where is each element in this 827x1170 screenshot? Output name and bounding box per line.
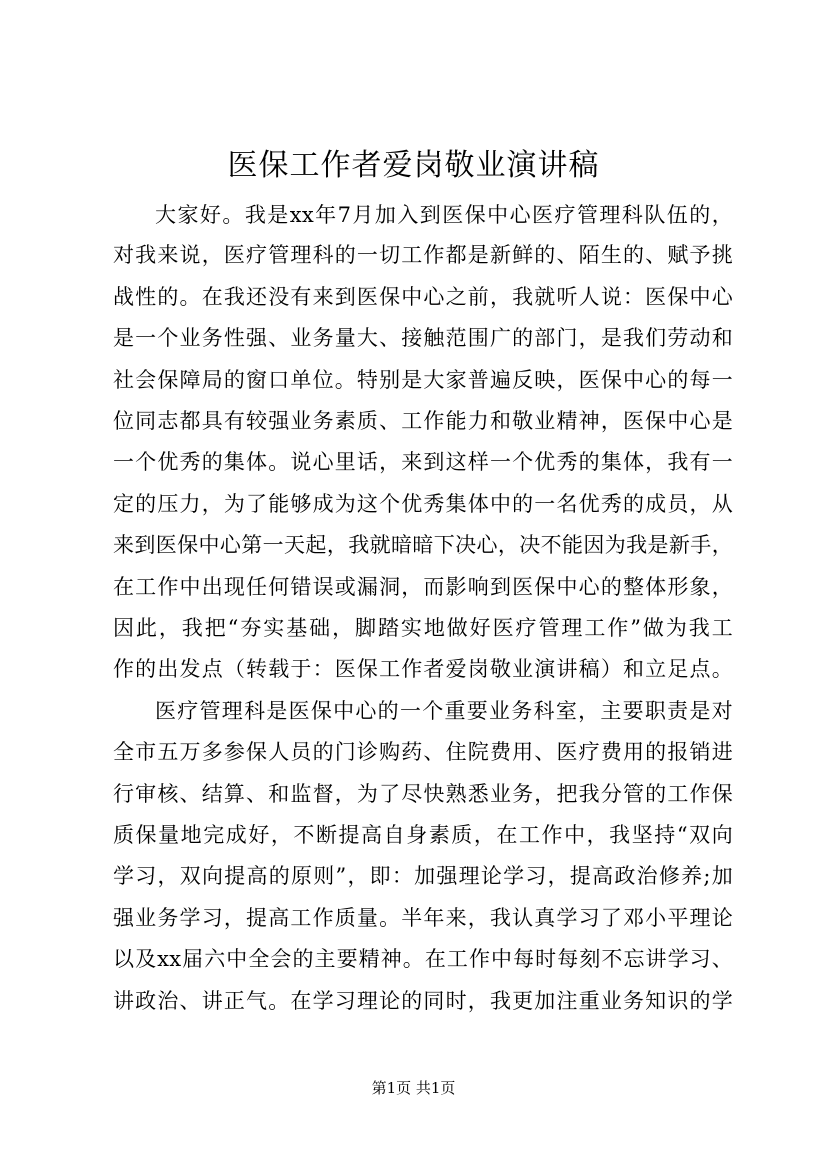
paragraph-2-line-7: 以及xx届六中全会的主要精神。在工作中每时每刻不忘讲学习、 (113, 947, 733, 971)
paragraph-2-line-1: 医疗管理科是医保中心的一个重要业务科室，主要职责是对 (155, 699, 733, 723)
paragraph-2-line-3: 行审核、结算、和监督，为了尽快熟悉业务，把我分管的工作保 (113, 782, 733, 806)
paragraph-1-line-5: 社会保障局的窗口单位。特别是大家普遍反映，医保中心的每一 (113, 368, 733, 392)
paragraph-1-line-1: 大家好。我是xx年7月加入到医保中心医疗管理科队伍的， (155, 203, 733, 227)
paragraph-1-line-3: 战性的。在我还没有来到医保中心之前，我就听人说：医保中心 (113, 285, 733, 309)
paragraph-1-line-12: 作的出发点（转载于：医保工作者爱岗敬业演讲稿）和立足点。 (113, 657, 733, 681)
paragraph-2-line-2: 全市五万多参保人员的门诊购药、住院费用、医疗费用的报销进 (113, 740, 733, 764)
document-title: 医保工作者爱岗敬业演讲稿 (227, 148, 600, 183)
paragraph-1-line-10: 在工作中出现任何错误或漏洞，而影响到医保中心的整体形象， (113, 575, 733, 599)
paragraph-1-line-9: 来到医保中心第一天起，我就暗暗下决心，决不能因为我是新手， (113, 533, 733, 557)
paragraph-1-line-11: 因此，我把“夯实基础，脚踏实地做好医疗管理工作”做为我工 (113, 616, 733, 640)
paragraph-2-line-6: 强业务学习，提高工作质量。半年来，我认真学习了邓小平理论 (113, 906, 733, 930)
paragraph-1-line-4: 是一个业务性强、业务量大、接触范围广的部门，是我们劳动和 (113, 326, 733, 350)
paragraph-2-line-8: 讲政治、讲正气。在学习理论的同时，我更加注重业务知识的学 (113, 989, 733, 1013)
paragraph-1-line-6: 位同志都具有较强业务素质、工作能力和敬业精神，医保中心是 (113, 409, 733, 433)
paragraph-1-line-7: 一个优秀的集体。说心里话，来到这样一个优秀的集体，我有一 (113, 450, 733, 474)
paragraph-1-line-8: 定的压力，为了能够成为这个优秀集体中的一名优秀的成员，从 (113, 492, 733, 516)
paragraph-1-line-2: 对我来说，医疗管理科的一切工作都是新鲜的、陌生的、赋予挑 (113, 243, 733, 267)
paragraph-2-line-4: 质保量地完成好，不断提高自身素质，在工作中，我坚持“双向 (113, 823, 733, 847)
page-number-footer: 第1页 共1页 (371, 1079, 456, 1097)
paragraph-2-line-5: 学习，双向提高的原则”，即：加强理论学习，提高政治修养;加 (113, 864, 733, 888)
